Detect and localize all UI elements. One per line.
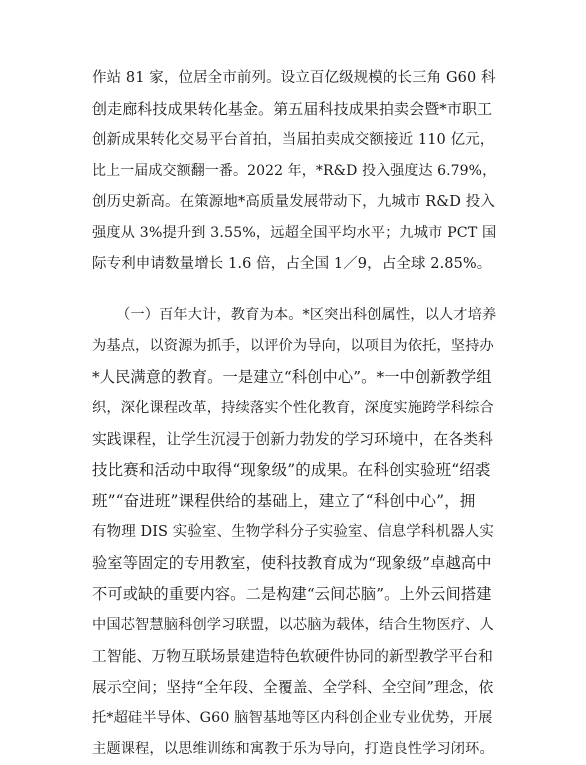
text-line: 验室等固定的专用教室，使科技教育成为“现象级”卓越高中 bbox=[92, 554, 492, 572]
text-line-first: （一）百年大计，教育为本。*区突出科创属性，以人才培养 bbox=[116, 307, 497, 323]
text-line: 展示空间；坚持“全年段、全覆盖、全学科、全空间”理念，依 bbox=[92, 679, 494, 696]
paragraph-achievements bbox=[92, 63, 496, 280]
text-line: 班”“奋进班”课程供给的基础上，建立了“科创中心”，拥 bbox=[92, 492, 476, 510]
text-line: 有物理 DIS 实验室、生物学科分子实验室、信息学科机器人实 bbox=[92, 524, 495, 540]
text-line: 主题课程，以思维训练和寓教于乐为导向，打造良性学习闭环。 bbox=[92, 741, 494, 757]
paragraph-education bbox=[92, 300, 496, 765]
text-line: 工智能、万物互联场景建造特色软硬件协同的新型教学平台和 bbox=[92, 648, 493, 665]
text-line: 托*超硅半导体、G60 脑智基地等区内科创企业专业优势，开展 bbox=[92, 710, 493, 726]
text-line: *人民满意的教育。一是建立“科创中心”。*一中创新教学组 bbox=[92, 368, 492, 386]
text-line: 比上一届成交额翻一番。2022 年，*R&D 投入强度达 6.79%， bbox=[92, 163, 497, 179]
text-line: 作站 81 家，位居全市前列。设立百亿级规模的长三角 G60 科 bbox=[92, 70, 496, 86]
text-line: 实践课程，让学生沉浸于创新力勃发的学习环境中，在各类科 bbox=[92, 431, 493, 448]
text-line: 创新成果转化交易平台首拍，当届拍卖成交额接近 110 亿元， bbox=[92, 132, 495, 148]
text-line: 创历史新高。在策源地*高质量发展带动下，九城市 R&D 投入 bbox=[92, 194, 495, 210]
text-line: 际专利申请数量增长 1.6 倍，占全国 1／9，占全球 2.85%。 bbox=[92, 256, 492, 272]
text-line: 织，深化课程改革，持续落实个性化教育，深度实施跨学科综合 bbox=[92, 400, 494, 416]
text-line: 为基点，以资源为抓手，以评价为导向，以项目为依托，坚持办 bbox=[92, 338, 494, 354]
text-line: 创走廊科技成果转化基金。第五届科技成果拍卖会暨*市职工 bbox=[92, 100, 493, 118]
text-line: 强度从 3%提升到 3.55%，远超全国平均水平；九城市 PCT 国 bbox=[92, 225, 497, 241]
text-line: 不可或缺的重要内容。二是构建“云间芯脑”。上外云间搭建 bbox=[92, 585, 492, 603]
text-line: 技比赛和活动中取得“现象级”的成果。在科创实验班“绍裘 bbox=[92, 461, 491, 479]
text-line: 中国芯智慧脑科创学习联盟，以芯脑为载体，结合生物医疗、人 bbox=[92, 617, 494, 633]
